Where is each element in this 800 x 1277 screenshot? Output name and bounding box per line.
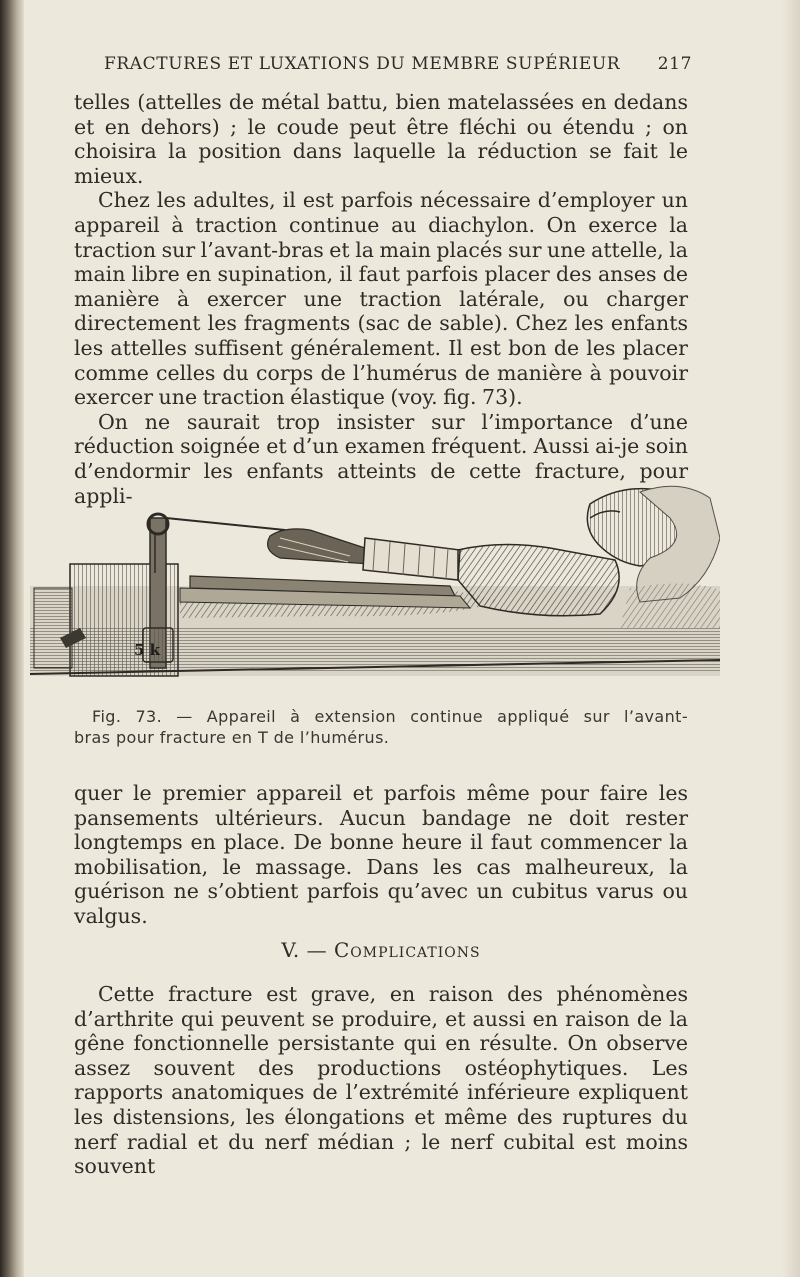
- section-heading: [74, 938, 688, 962]
- page-edge-shadow: [782, 0, 800, 1277]
- text-block-complications: [74, 982, 688, 1179]
- paragraph-2: Chez les adultes, il est parfois nécessaire d’employer un appareil à traction continue au diachylon. On exerce la traction sur l’avant-bras et la main placés sur une attelle, la main libre en supination, il faut parfois placer des anses de manière à exercer une traction latérale, ou charger directement les fragments (sac de sable). Chez les enfants les attelles suffisent généralement. Il est bon de les placer comme celles du corps de l’humérus de manière à pouvoir exercer une traction élastique (voy. fig. 73).: [74, 188, 688, 410]
- text-block-top: [74, 90, 688, 508]
- paragraph-1: telles (attelles de métal battu, bien matelassées en dedans et en dehors) ; le coude peut être fléchi ou étendu ; on choisira la position dans laquelle la réduction se fait le mieux.: [74, 90, 688, 188]
- running-header: [100, 54, 692, 80]
- figure-73-illustration: [30, 478, 720, 688]
- section-numeral: V.: [281, 938, 300, 962]
- paragraph-continued: quer le premier appareil et parfois même pour faire les pansements ultérieurs. Aucun bandage ne doit rester longtemps en place. De bonne heure il faut commencer la mobilisation, le massage. Dans les cas malheureux, la guérison ne s’obtient parfois qu’avec un cubitus varus ou valgus.: [74, 781, 688, 928]
- paragraph-complications: Cette fracture est grave, en raison des phénomènes d’arthrite qui peuvent se produire, et aussi en raison de la gêne fonctionnelle persistante qui en résulte. On observe assez souvent des productions ostéophytiques. Les rapports anatomiques de l’extrémité inférieure expliquent les distensions, les élongations et même des ruptures du nerf radial et du nerf médian ; le nerf cubital est moins souvent: [74, 982, 688, 1179]
- figure-caption: [74, 706, 688, 748]
- page-number: 217: [657, 54, 692, 74]
- paragraph-3: On ne saurait trop insister sur l’importance d’une réduction soignée et d’un examen fréquent. Aussi ai-je soin d’endormir les enfants atteints de cette fracture, pour appli-: [74, 409, 688, 508]
- caption-line-2: bras pour fracture en T de l’humérus.: [74, 728, 390, 747]
- running-title: FRACTURES ET LUXATIONS DU MEMBRE SUPÉRIEUR: [104, 54, 621, 74]
- section-title: Complications: [333, 938, 481, 962]
- caption-line-1: Fig. 73. — Appareil à extension continue appliqué sur l’avant-: [92, 707, 688, 726]
- weight-label: 5 k: [134, 641, 161, 659]
- section-dash: —: [306, 938, 328, 962]
- book-binding-shadow: [0, 0, 24, 1277]
- text-block-continued: [74, 781, 688, 929]
